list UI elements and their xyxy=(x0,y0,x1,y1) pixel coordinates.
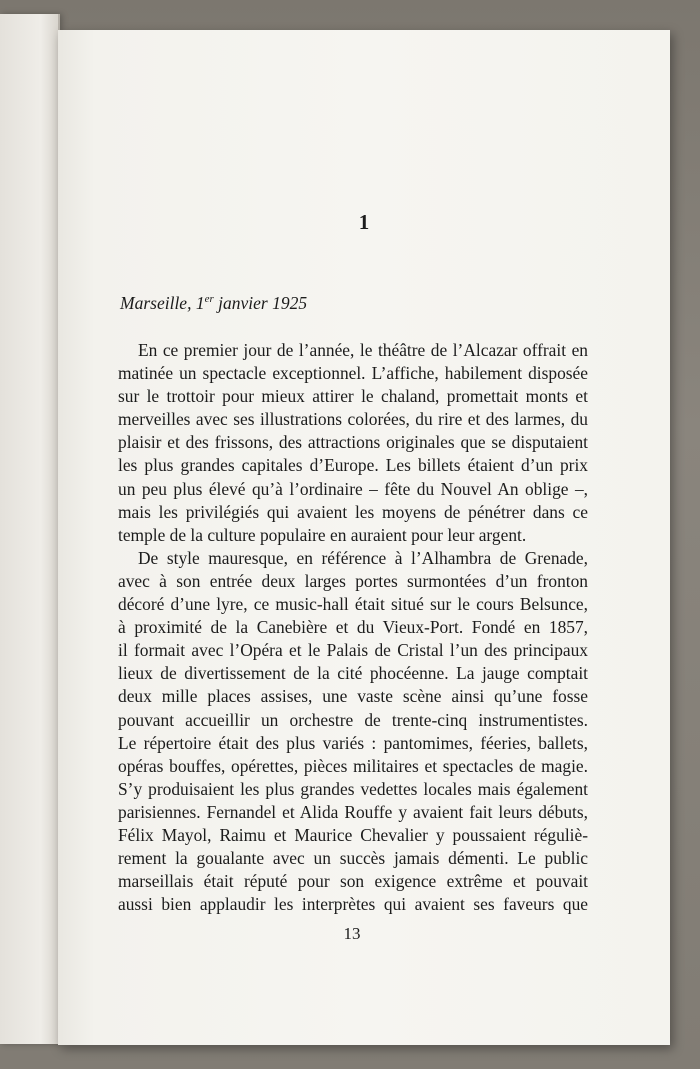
text-line: temple de la culture populaire en auraient pour leur argent. xyxy=(118,524,527,545)
dateline-date: janvier 1925 xyxy=(213,293,308,313)
text-line: sur le trottoir pour mieux attirer le chaland, promettait monts et xyxy=(118,386,588,407)
book-page xyxy=(58,30,670,1045)
text-line: marseillais était réputé pour son exigence extrême et pouvait xyxy=(118,871,588,892)
dateline-place: Marseille, 1 xyxy=(120,293,205,313)
dateline-ordinal: er xyxy=(204,293,214,306)
text-line: matinée un spectacle exceptionnel. L’affiche, habilement disposée xyxy=(118,363,588,384)
left-page-edge xyxy=(0,14,60,1044)
body-text xyxy=(118,339,588,916)
text-line: mais les privilégiés qui avaient les moyens de pénétrer dans ce xyxy=(118,501,588,522)
text-line: lieux de divertissement de la cité phocéenne. La jauge comptait xyxy=(118,663,588,684)
text-line: Félix Mayol, Raimu et Maurice Chevalier y poussaient réguliè- xyxy=(118,824,588,845)
text-line: à proximité de la Canebière et du Vieux-Port. Fondé en 1857, xyxy=(118,617,588,638)
text-line: décoré d’une lyre, ce music-hall était situé sur le cours Belsunce, xyxy=(118,594,588,615)
chapter-number: 1 xyxy=(358,210,370,234)
text-line: merveilles avec ses illustrations colorées, du rire et des larmes, du xyxy=(118,409,588,430)
text-line: opéras bouffes, opérettes, pièces militaires et spectacles de magie. xyxy=(118,755,588,776)
text-line: S’y produisaient les plus grandes vedettes locales mais également xyxy=(118,778,588,799)
text-line: aussi bien applaudir les interprètes qui avaient ses faveurs que xyxy=(118,894,588,915)
text-line: avec à son entrée deux larges portes surmontées d’un fronton xyxy=(118,570,588,591)
text-line: En ce premier jour de l’année, le théâtre de l’Alcazar offrait en xyxy=(138,340,588,360)
text-line: Le répertoire était des plus variés : pantomimes, féeries, ballets, xyxy=(118,732,588,753)
text-line: il formait avec l’Opéra et le Palais de Cristal l’un des principaux xyxy=(118,640,588,661)
page-number: 13 xyxy=(343,924,361,943)
dateline xyxy=(120,293,307,314)
text-line: deux mille places assises, une vaste scène ainsi qu’une fosse xyxy=(118,686,588,707)
text-line: rement la goualante avec un succès jamais démenti. Le public xyxy=(118,848,588,869)
text-line: parisiennes. Fernandel et Alida Rouffe y avaient fait leurs débuts, xyxy=(118,801,588,822)
text-line: pouvant accueillir un orchestre de trente-cinq instrumentistes. xyxy=(118,709,588,730)
text-line: un peu plus élevé qu’à l’ordinaire – fête du Nouvel An oblige –, xyxy=(118,478,588,499)
text-line: De style mauresque, en référence à l’Alhambra de Grenade, xyxy=(138,547,588,568)
paragraph-1 xyxy=(118,339,588,547)
text-line: les plus grandes capitales d’Europe. Les billets étaient d’un prix xyxy=(118,455,588,476)
text-line: plaisir et des frissons, des attractions originales que se disputaient xyxy=(118,432,588,453)
paragraph-2 xyxy=(118,547,588,917)
